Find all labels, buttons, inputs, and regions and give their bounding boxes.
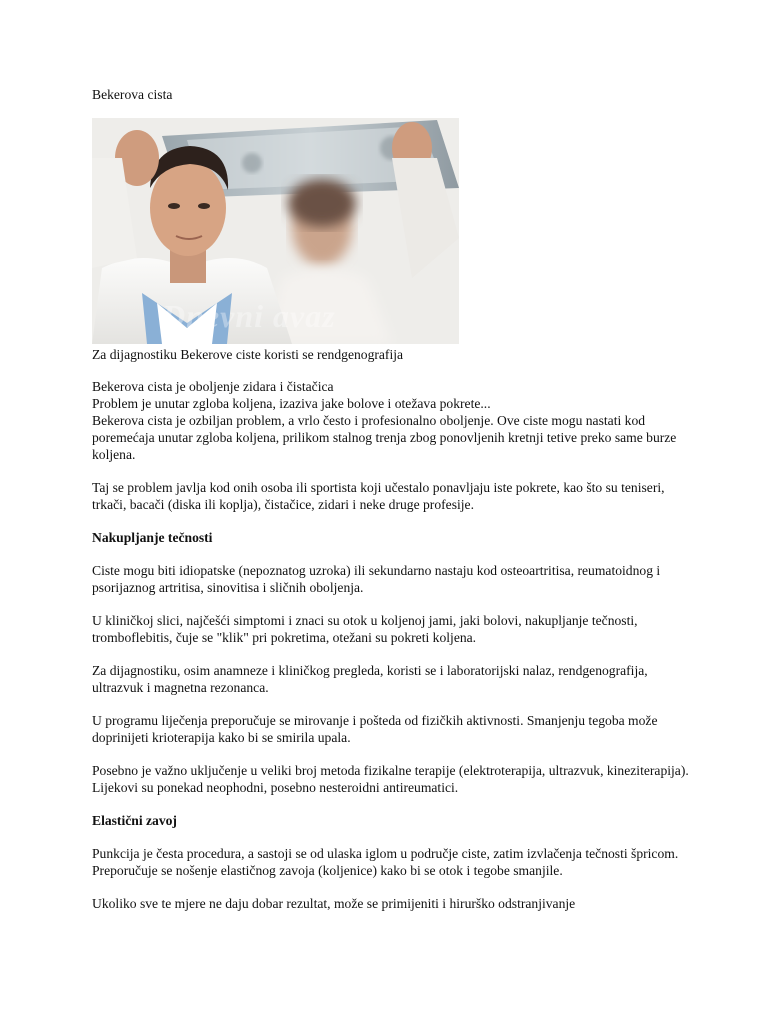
document-title: Bekerova cista: [92, 87, 173, 102]
intro-line-2: Problem je unutar zgloba koljena, izaziva jake bolove i otežava pokrete...: [92, 396, 491, 411]
paragraph-diagnostics: Za dijagnostiku, osim anamneze i kliničkog pregleda, koristi se i laboratorijski nalaz, rendgenografija, ultrazvuk i magnetna rezonanca.: [92, 663, 648, 695]
intro-line-3: Bekerova cista je ozbiljan problem, a vrlo često i profesionalno oboljenje. Ove ciste mogu nastati kod poremećaja unutar zgloba koljena, prilikom stalnog trenja zbog ponovljenih kretnji tetive preko same burze koljena.: [92, 413, 677, 462]
paragraph-causes: Ciste mogu biti idiopatske (nepoznatog uzroka) ili sekundarno nastaju kod osteoartritisa, reumatoidnog i psorijaznog artritisa, sinovitisa i sličnih oboljenja.: [92, 563, 661, 595]
image-caption: Za dijagnostiku Bekerove ciste koristi se rendgenografija: [92, 347, 404, 362]
intro-line-1: Bekerova cista je oboljenje zidara i čistačica: [92, 379, 334, 394]
section-heading-fluid: Nakupljanje tečnosti: [92, 530, 213, 545]
section-heading-bandage: Elastični zavoj: [92, 813, 177, 828]
watermark: Dnevni avaz: [162, 298, 336, 334]
paragraph-therapy: Posebno je važno uključenje u veliki broj metoda fizikalne terapije (elektroterapija, ultrazvuk, kineziterapija). Lijekovi su ponekad neophodni, posebno nesteroidni antireumatici.: [92, 763, 689, 795]
paragraph-treatment: U programu liječenja preporučuje se mirovanje i pošteda od fizičkih aktivnosti. Smanjenju tegoba može doprinijeti krioterapija kako bi se smirila upala.: [92, 713, 658, 745]
paragraph-surgery: Ukoliko sve te mjere ne daju dobar rezultat, može se primijeniti i hirurško odstranjivanje: [92, 896, 576, 911]
document-page: [92, 86, 692, 912]
paragraph-professions: Taj se problem javlja kod onih osoba ili sportista koji učestalo ponavljaju iste pokrete, kao što su teniseri, trkači, bacači (diska ili koplja), čistačice, zidari i neke druge profesije.: [92, 480, 665, 512]
doctors-xray-photo: [92, 118, 459, 344]
paragraph-symptoms: U kliničkoj slici, najčešći simptomi i znaci su otok u koljenoj jami, jaki bolovi, nakupljanje tečnosti, tromboflebitis, čuje se "klik" pri pokretima, otežani su pokreti koljena.: [92, 613, 638, 645]
paragraph-puncture: Punkcija je česta procedura, a sastoji se od ulaska iglom u područje ciste, zatim izvlačenja tečnosti špricom. Preporučuje se nošenje elastičnog zavoja (koljenice) kako bi se otok i tegobe smanjile.: [92, 846, 679, 878]
